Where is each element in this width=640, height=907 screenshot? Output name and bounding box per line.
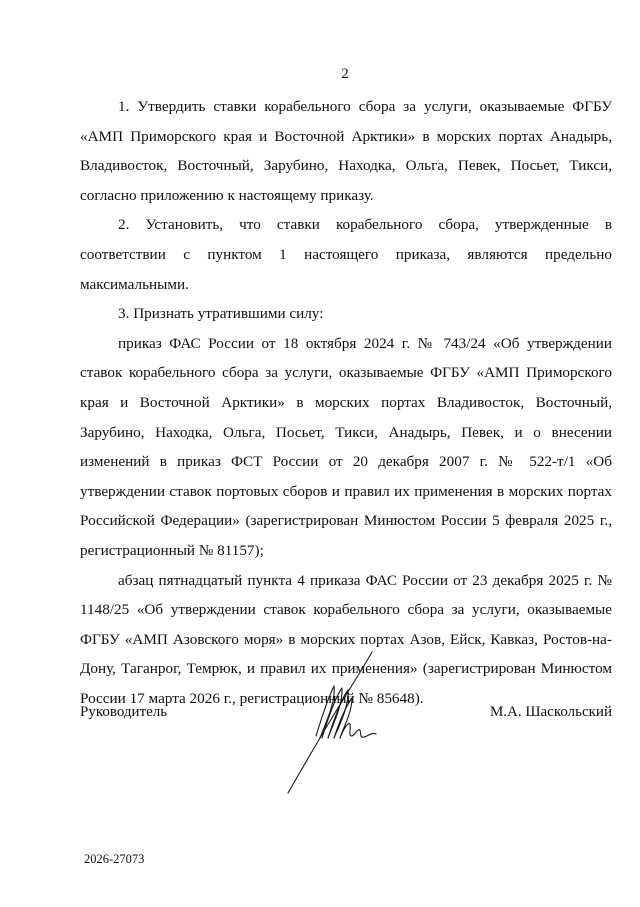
- signatory-name: М.А. Шаскольский: [489, 704, 612, 720]
- document-registration-number: 2026-27073: [84, 852, 145, 866]
- page-number: 2: [341, 66, 349, 82]
- document-body: [80, 92, 612, 713]
- paragraph-repealed-order-1148: абзац пятнадцатый пункта 4 приказа ФАС России от 23 декабря 2025 г. № 1148/25 «Об утверждении ставок корабельного сбора за услуги, оказываемые ФГБУ «АМП Азовского моря» в морских портах Азов, Ейск, Кавказ, Ростов-на-Дону, Таганрог, Темрюк, и правил их применения» (зарегистрирован Минюстом России 17 марта 2026 г., регистрационный № 85648).: [80, 571, 612, 707]
- paragraph-approve-rates: 1. Утвердить ставки корабельного сбора за услуги, оказываемые ФГБУ «АМП Приморского края и Восточной Арктики» в морских портах Анадырь, Владивосток, Восточный, Зарубино, Находка, Ольга, Певек, Посьет, Тикси, согласно приложению к настоящему приказу.: [80, 98, 612, 204]
- paragraph-repealed-order-743: приказ ФАС России от 18 октября 2024 г. № 743/24 «Об утверждении ставок корабельного сбора за услуги, оказываемые ФГБУ «АМП Приморского края и Восточной Арктики» в морских портах Владивосток, Восточный, Зарубино, Находка, Ольга, Посьет, Тикси, Анадырь, Певек, и о внесении изменений в приказ ФСТ России от 20 декабря 2007 г. № 522-т/1 «Об утверждении ставок портовых сборов и правил их применения в морских портах Российской Федерации» (зарегистрирован Минюстом России 5 февраля 2025 г., регистрационный № 81157);: [80, 334, 612, 559]
- handwritten-signature: [286, 650, 396, 795]
- paragraph-set-maximum: 2. Установить, что ставки корабельного сбора, утвержденные в соответствии с пунктом 1 настоящего приказа, являются предельно максимальными.: [80, 216, 612, 293]
- paragraph-repeal-heading: 3. Признать утратившими силу:: [118, 305, 324, 323]
- signatory-title: Руководитель: [80, 704, 168, 720]
